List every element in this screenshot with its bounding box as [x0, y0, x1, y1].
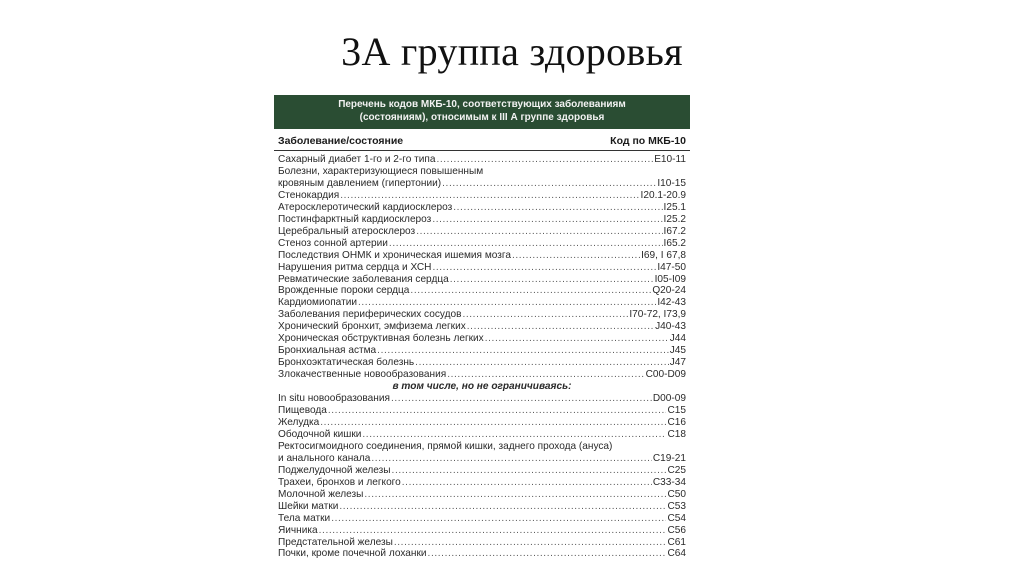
dot-leader [410, 285, 651, 297]
table-row [278, 297, 686, 309]
disease-name: Хронический бронхит, эмфизема легких [278, 321, 466, 333]
table-row [278, 309, 686, 321]
disease-name: Шейки матки [278, 500, 339, 512]
dot-leader [485, 333, 669, 345]
disease-name: Тела матки [278, 512, 331, 524]
table-row [278, 417, 686, 429]
disease-name: Сахарный диабет 1-го и 2-го типа [278, 154, 436, 165]
table-row [278, 178, 686, 190]
table-row [278, 453, 686, 465]
icd-code-table [274, 95, 690, 574]
dot-leader [392, 465, 667, 477]
table-row [278, 548, 686, 560]
table-row [278, 525, 686, 537]
icd-code: C50 [667, 488, 686, 500]
disease-name: Ректосигмоидного соединения, прямой кишки, заднего прохода (ануса) [278, 440, 613, 452]
table-row [278, 429, 686, 441]
disease-name: Постинфарктный кардиосклероз [278, 213, 432, 225]
dot-leader [339, 501, 666, 513]
table-header-band [274, 95, 690, 129]
dot-leader [450, 274, 654, 286]
dot-leader [447, 369, 644, 381]
disease-name: Кардиомиопатии [278, 297, 357, 309]
dot-leader [328, 405, 667, 417]
icd-code: I25.1 [663, 201, 686, 213]
icd-code: C15 [667, 405, 686, 417]
disease-name: Врожденные пороки сердца [278, 285, 410, 297]
dot-leader [462, 309, 628, 321]
icd-code: I42-43 [657, 297, 686, 309]
disease-name: In situ новообразования [278, 393, 390, 405]
icd-code: C25 [667, 464, 686, 476]
table-row [278, 214, 686, 226]
table-row [278, 345, 686, 357]
dot-leader [402, 477, 652, 489]
icd-code: C00-D09 [645, 369, 686, 381]
column-header-code: Код по МКБ-10 [610, 135, 686, 147]
icd-code: C33-34 [652, 476, 686, 488]
disease-name: Церебральный атеросклероз [278, 225, 416, 237]
dot-leader [467, 321, 654, 333]
dot-leader [391, 393, 652, 405]
table-row [278, 166, 686, 178]
table-row [278, 274, 686, 286]
column-header-disease: Заболевание/состояние [278, 135, 404, 147]
dot-leader [442, 178, 656, 190]
icd-code: J40-43 [655, 321, 686, 333]
disease-name: Бронхоэктатическая болезнь [278, 357, 415, 369]
dot-leader [377, 345, 669, 357]
table-row [278, 501, 686, 513]
icd-code: I69, I 67,8 [641, 249, 686, 261]
disease-name: Молочной железы [278, 488, 364, 500]
disease-name: Желудка [278, 416, 320, 428]
icd-code: I65.2 [663, 237, 686, 249]
disease-name: кровяным давлением (гипертонии) [278, 177, 442, 189]
table-row [278, 405, 686, 417]
icd-code: I10-15 [657, 177, 686, 189]
icd-code: I20.1-20.9 [640, 189, 686, 201]
dot-leader [432, 262, 656, 274]
disease-name: Трахеи, бронхов и легкого [278, 476, 401, 488]
table-row [278, 369, 686, 381]
table-row [278, 333, 686, 345]
table-header-line-2: (состояниям), относимым к III А группе здоровья [359, 112, 605, 123]
table-row [278, 381, 686, 393]
table-row [278, 513, 686, 525]
disease-name: Ободочной кишки [278, 428, 362, 440]
dot-leader [453, 202, 662, 214]
icd-code: I05-I09 [654, 273, 686, 285]
dot-leader [358, 297, 656, 309]
table-row [278, 441, 686, 453]
disease-name: Последствия ОНМК и хроническая ишемия мозга [278, 249, 511, 261]
icd-code: Q20-24 [652, 285, 686, 297]
dot-leader [364, 489, 666, 501]
icd-code: C18 [667, 428, 686, 440]
column-headers [274, 129, 690, 151]
disease-name: Яичника [278, 524, 318, 536]
table-row [278, 393, 686, 405]
table-row [278, 477, 686, 489]
table-row [278, 226, 686, 238]
table-row [278, 154, 686, 166]
icd-code: C16 [667, 416, 686, 428]
table-row [278, 262, 686, 274]
dot-leader [416, 226, 662, 238]
disease-name: Стенокардия [278, 189, 340, 201]
dot-leader [512, 250, 640, 262]
icd-code: C56 [667, 524, 686, 536]
dot-leader [320, 417, 666, 429]
disease-name: Пищевода [278, 405, 327, 417]
disease-name: в том числе, но не ограничиваясь: [392, 381, 572, 393]
table-row [278, 202, 686, 214]
disease-name: Злокачественные новообразования [278, 369, 447, 381]
table-row [278, 537, 686, 549]
icd-code: J45 [669, 345, 686, 357]
disease-name: Предстательной железы [278, 536, 393, 548]
icd-code: D00-09 [652, 393, 686, 405]
disease-name: Ревматические заболевания сердца [278, 273, 449, 285]
dot-leader [319, 525, 667, 537]
table-row [278, 238, 686, 250]
icd-code: C53 [667, 500, 686, 512]
table-row [278, 285, 686, 297]
dot-leader [428, 548, 667, 560]
table-row [278, 321, 686, 333]
table-header-line-1: Перечень кодов МКБ-10, соответствующих заболеваниям [338, 99, 626, 110]
dot-leader [331, 513, 666, 525]
icd-code: I70-72, I73,9 [629, 309, 686, 321]
icd-code: I67.2 [663, 225, 686, 237]
dot-leader [371, 453, 651, 465]
table-row [278, 190, 686, 202]
icd-code: C54 [667, 512, 686, 524]
dot-leader [432, 214, 662, 226]
disease-name: и анального канала [278, 452, 371, 464]
dot-leader [436, 154, 653, 166]
table-row [278, 357, 686, 369]
icd-code: I47-50 [657, 261, 686, 273]
dot-leader [415, 357, 669, 369]
table-rows [274, 154, 690, 560]
slide-title: 3А группа здоровья [341, 29, 683, 74]
table-row [278, 250, 686, 262]
disease-name: Болезни, характеризующиеся повышенным [278, 165, 484, 177]
icd-code: C64 [667, 548, 686, 560]
disease-name: Поджелудочной железы [278, 464, 391, 476]
table-row [278, 465, 686, 477]
icd-code: C61 [667, 536, 686, 548]
dot-leader [394, 537, 667, 549]
disease-name: Хроническая обструктивная болезнь легких [278, 333, 484, 345]
table-row [278, 489, 686, 501]
dot-leader [362, 429, 666, 441]
disease-name: Нарушения ритма сердца и ХСН [278, 261, 432, 273]
icd-code: J47 [669, 357, 686, 369]
icd-code: C19-21 [652, 452, 686, 464]
disease-name: Бронхиальная астма [278, 345, 377, 357]
dot-leader [340, 190, 639, 202]
disease-name: Стеноз сонной артерии [278, 237, 388, 249]
icd-code: I25.2 [663, 213, 686, 225]
icd-code: J44 [669, 333, 686, 345]
disease-name: Заболевания периферических сосудов [278, 309, 462, 321]
disease-name: Атеросклеротический кардиосклероз [278, 201, 453, 213]
disease-name: Почки, кроме почечной лоханки [278, 548, 427, 560]
icd-code: E10-11 [654, 154, 686, 165]
dot-leader [389, 238, 663, 250]
